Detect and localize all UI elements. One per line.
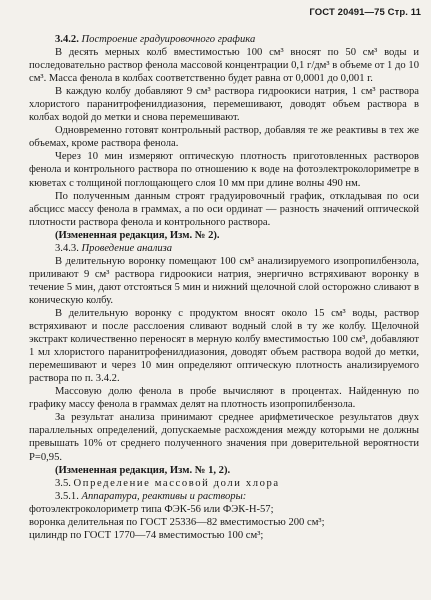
paragraph: За результат анализа принимают среднее арифметическое результатов двух параллельных определений, допускаемые расхождения между которыми не должны превышать 10% от среднего полученного значения при доверительной вероятности P=0,95. xyxy=(29,412,419,463)
equipment-list xyxy=(29,503,419,542)
section-heading-3-4-2 xyxy=(29,33,419,46)
paragraph: По полученным данным строят градуировочный график, откладывая по оси абсцисс массу фенола в граммах, а по оси ординат — разность значений оптической плотности раствора фенола и контрольного раствора. xyxy=(29,190,419,228)
paragraph: В каждую колбу добавляют 9 см³ раствора гидроокиси натрия, 1 см³ раствора хлористого паранитрофенилдиазония, перемешивают, доводят объем раствора в колбах водой до метки и снова перемешивают. xyxy=(29,86,419,124)
paragraph: В делительную воронку с продуктом вносят около 15 см³ воды, раствор встряхивают и после расслоения сливают водный слой в ту же колбу. Щелочной экстракт количественно переносят в мерную колбу вместимостью 100 см³, добавляют 1 мл хлористого паранитрофенилдиазония, доводят объем раствора водой до метки, перемешивают и через 10 мин определяют оптическую плотность анализируемого раствора по п. 3.4.2. xyxy=(29,307,419,385)
list-item: воронка делительная по ГОСТ 25336—82 вместимостью 200 см³; xyxy=(29,516,325,528)
section-heading-3-5-1 xyxy=(29,490,419,503)
section-title: Построение градуировочного графика xyxy=(81,34,256,45)
paragraph: Одновременно готовят контрольный раствор, добавляя те же реактивы в тех же объемах, кроме раствора фенола. xyxy=(29,125,419,150)
section-title: Проведение анализа xyxy=(81,242,173,254)
section-heading-3-4-3 xyxy=(29,242,419,255)
section-title: Аппаратура, реактивы и растворы: xyxy=(81,490,247,502)
paragraph: Через 10 мин измеряют оптическую плотность приготовленных растворов фенола и контрольного раствора по отношению к воде на фотоэлектроколориметре в кюветах с толщиной поглощающего слоя 10 мм при длине волны 490 нм. xyxy=(29,151,419,189)
revision-note: (Измененная редакция, Изм. № 1, 2). xyxy=(55,464,231,476)
section-number: 3.4.3. xyxy=(55,242,79,254)
paragraph: В делительную воронку помещают 100 см³ анализируемого изопропилбензола, приливают 9 см³ раствора гидроокиси натрия, энергично встряхивают воронку в течение 5 мин, дают отстояться 5 мин и нижний щелочной слой осторожно сливают в коническую колбу. xyxy=(29,255,419,306)
section-heading-3-5 xyxy=(29,477,419,490)
section-number: 3.5. xyxy=(55,477,71,489)
paragraph: Массовую долю фенола в пробе вычисляют в процентах. Найденную по графику массу фенола в граммах делят на плотность изопропилбензола. xyxy=(29,386,419,411)
paragraph: В десять мерных колб вместимостью 100 см³ вносят по 50 см³ воды и последовательно раствор фенола массовой концентрации 0,1 г/дм³ в объеме от 1 до 10 см³. Масса фенола в колбах соответственно будет равна от 0,0001 до 0,001 г. xyxy=(29,47,419,85)
list-item: фотоэлектроколориметр типа ФЭК-56 или ФЭК-Н-57; xyxy=(29,503,274,515)
document-body xyxy=(29,33,419,542)
section-title: Определение массовой доли хлора xyxy=(73,477,280,489)
section-number: 3.5.1. xyxy=(55,490,79,502)
page-header: ГОСТ 20491—75 Стр. 11 xyxy=(309,7,421,18)
revision-note: (Измененная редакция, Изм. № 2). xyxy=(55,229,220,241)
section-number: 3.4.2. xyxy=(55,34,79,45)
list-item: цилиндр по ГОСТ 1770—74 вместимостью 100 см³; xyxy=(29,529,264,541)
